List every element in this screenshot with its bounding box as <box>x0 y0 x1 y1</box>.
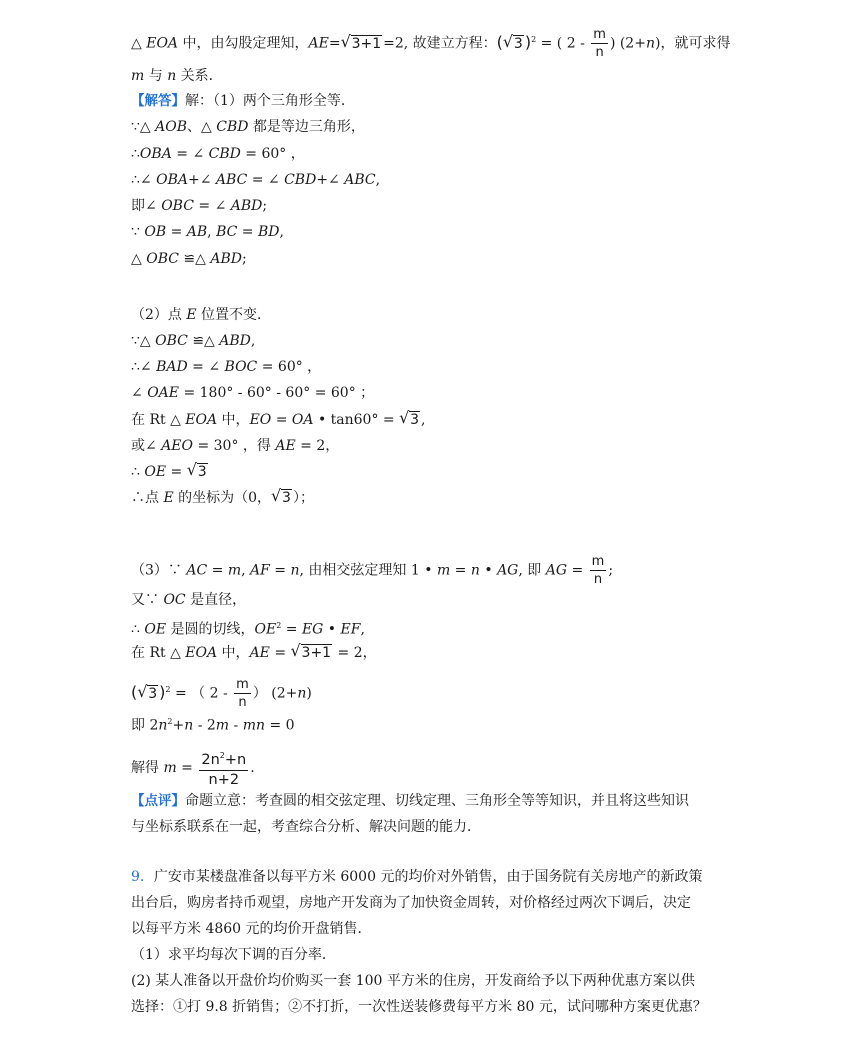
sqrt-expression: √ 3 <box>504 34 524 54</box>
solution-line: 即 $2n^2+n - 2m$ - mn = 0 <box>131 717 295 734</box>
solution-line: 又∵ OC 是直径， <box>131 592 247 608</box>
solution-line: ∴ OE = √ 3 <box>131 462 209 482</box>
comment-line-1: 【点评】命题立意：考查圆的相交弦定理、切线定理、三角形全等等知识，并且将这些知识 <box>131 793 689 809</box>
analysis-line-1: △ EOA 中，由勾股定理知，AE=√ 3+1 =2, 故建立方程：(√ 3 )$^2$ = ( 2 - $\frac{m}{n}$ ) (2+n)，就可求得 <box>131 26 730 61</box>
sqrt-expression: √ 3+1 <box>342 34 383 54</box>
solution-line: ∴ OE 是圆的切线，$OE^2$ = EG • EF, <box>131 621 365 638</box>
question-9-line-2: 出台后，购房者持币观望，房地产开发商为了加快资金周转，对价格经过两次下调后，决定 <box>131 895 691 911</box>
fraction: $\frac{m}{n}$ <box>593 27 606 60</box>
solution-line: （2）点 E 位置不变． <box>131 307 272 323</box>
solution-line: ∴∠ OBA+∠ ABC = ∠ CBD+∠ ABC, <box>131 172 381 188</box>
solution-line: 或∠ AEO = 30° ，得 AE = 2， <box>131 438 340 454</box>
fraction: $\frac{m}{n}$ <box>591 554 605 587</box>
comment-line-2: 与坐标系联系在一起，考查综合分析、解决问题的能力． <box>131 819 481 835</box>
solution-line: 在 Rt △ EOA 中，EO = OA • tan60° = √ 3 , <box>131 410 425 430</box>
solution-line: ∵ OB = AB, BC = BD, <box>131 224 284 240</box>
answer-tag: 【解答】 <box>131 93 185 109</box>
question-9-part-2-cont: 选择：①打 9.8 折销售；②不打折，一次性送装修费每平方米 80 元，试问哪种方案更优惠？ <box>131 999 707 1015</box>
fraction: $\frac{m}{n}$ <box>236 677 249 710</box>
fraction: $\frac{2n^2+n}{n+2}$ <box>199 746 248 790</box>
solution-line: 即∠ OBC = ∠ ABD; <box>131 198 268 214</box>
solution-line: ∴点 E 的坐标为（0，√ 3 ）； <box>131 488 314 508</box>
question-9-line-1: 9．广安市某楼盘准备以每平方米 6000 元的均价对外销售，由于国务院有关房地产的新政策 <box>131 869 703 885</box>
sqrt-expression: √ 3+1 <box>292 643 333 663</box>
question-9-line-3: 以每平方米 4860 元的均价开盘销售． <box>131 921 372 937</box>
sqrt-expression: √ 3 <box>188 462 208 482</box>
question-9-part-1: （1）求平均每次下调的百分率． <box>131 947 336 963</box>
sqrt-expression: √ 3 <box>272 488 292 508</box>
solution-line: ∴∠ BAD = ∠ BOC = 60° ， <box>131 359 322 375</box>
question-9-part-2: (2) 某人准备以开盘价均价购买一套 100 平方米的住房，开发商给予以下两种优惠方案以供 <box>131 973 695 989</box>
solution-line: ∵△ AOB、△ CBD 都是等边三角形， <box>131 119 365 135</box>
solution-line: ∠ OAE = 180° - 60° - 60° = 60° ； <box>131 385 375 401</box>
solution-line: 解得 m = $\frac{2n^2+n}{n+2}$ . <box>131 746 255 790</box>
solution-line: （3）∵ AC = m, AF = n, 由相交弦定理知 1 • m = n • AG, 即 AG = $\frac{m}{n}$ ; <box>131 554 614 587</box>
analysis-line-2: m 与 n 关系． <box>131 68 223 84</box>
solution-line: ∴OBA = ∠ CBD = 60° ， <box>131 146 305 162</box>
sqrt-expression: √ 3 <box>400 410 420 430</box>
solution-line: △ OBC ≌△ ABD; <box>131 251 247 267</box>
sqrt-expression: √ 3 <box>138 684 158 704</box>
solution-line: (√ 3 )$^2$ = （ 2 - $\frac{m}{n}$ ） (2+n) <box>131 676 312 711</box>
solution-line: 在 Rt △ EOA 中，AE = √ 3+1 = 2， <box>131 643 377 663</box>
question-number: 9． <box>131 869 154 885</box>
solution-line: ∵△ OBC ≌△ ABD, <box>131 333 256 349</box>
answer-heading: 【解答】解：（1）两个三角形全等． <box>131 93 355 109</box>
comment-tag: 【点评】 <box>131 793 185 809</box>
